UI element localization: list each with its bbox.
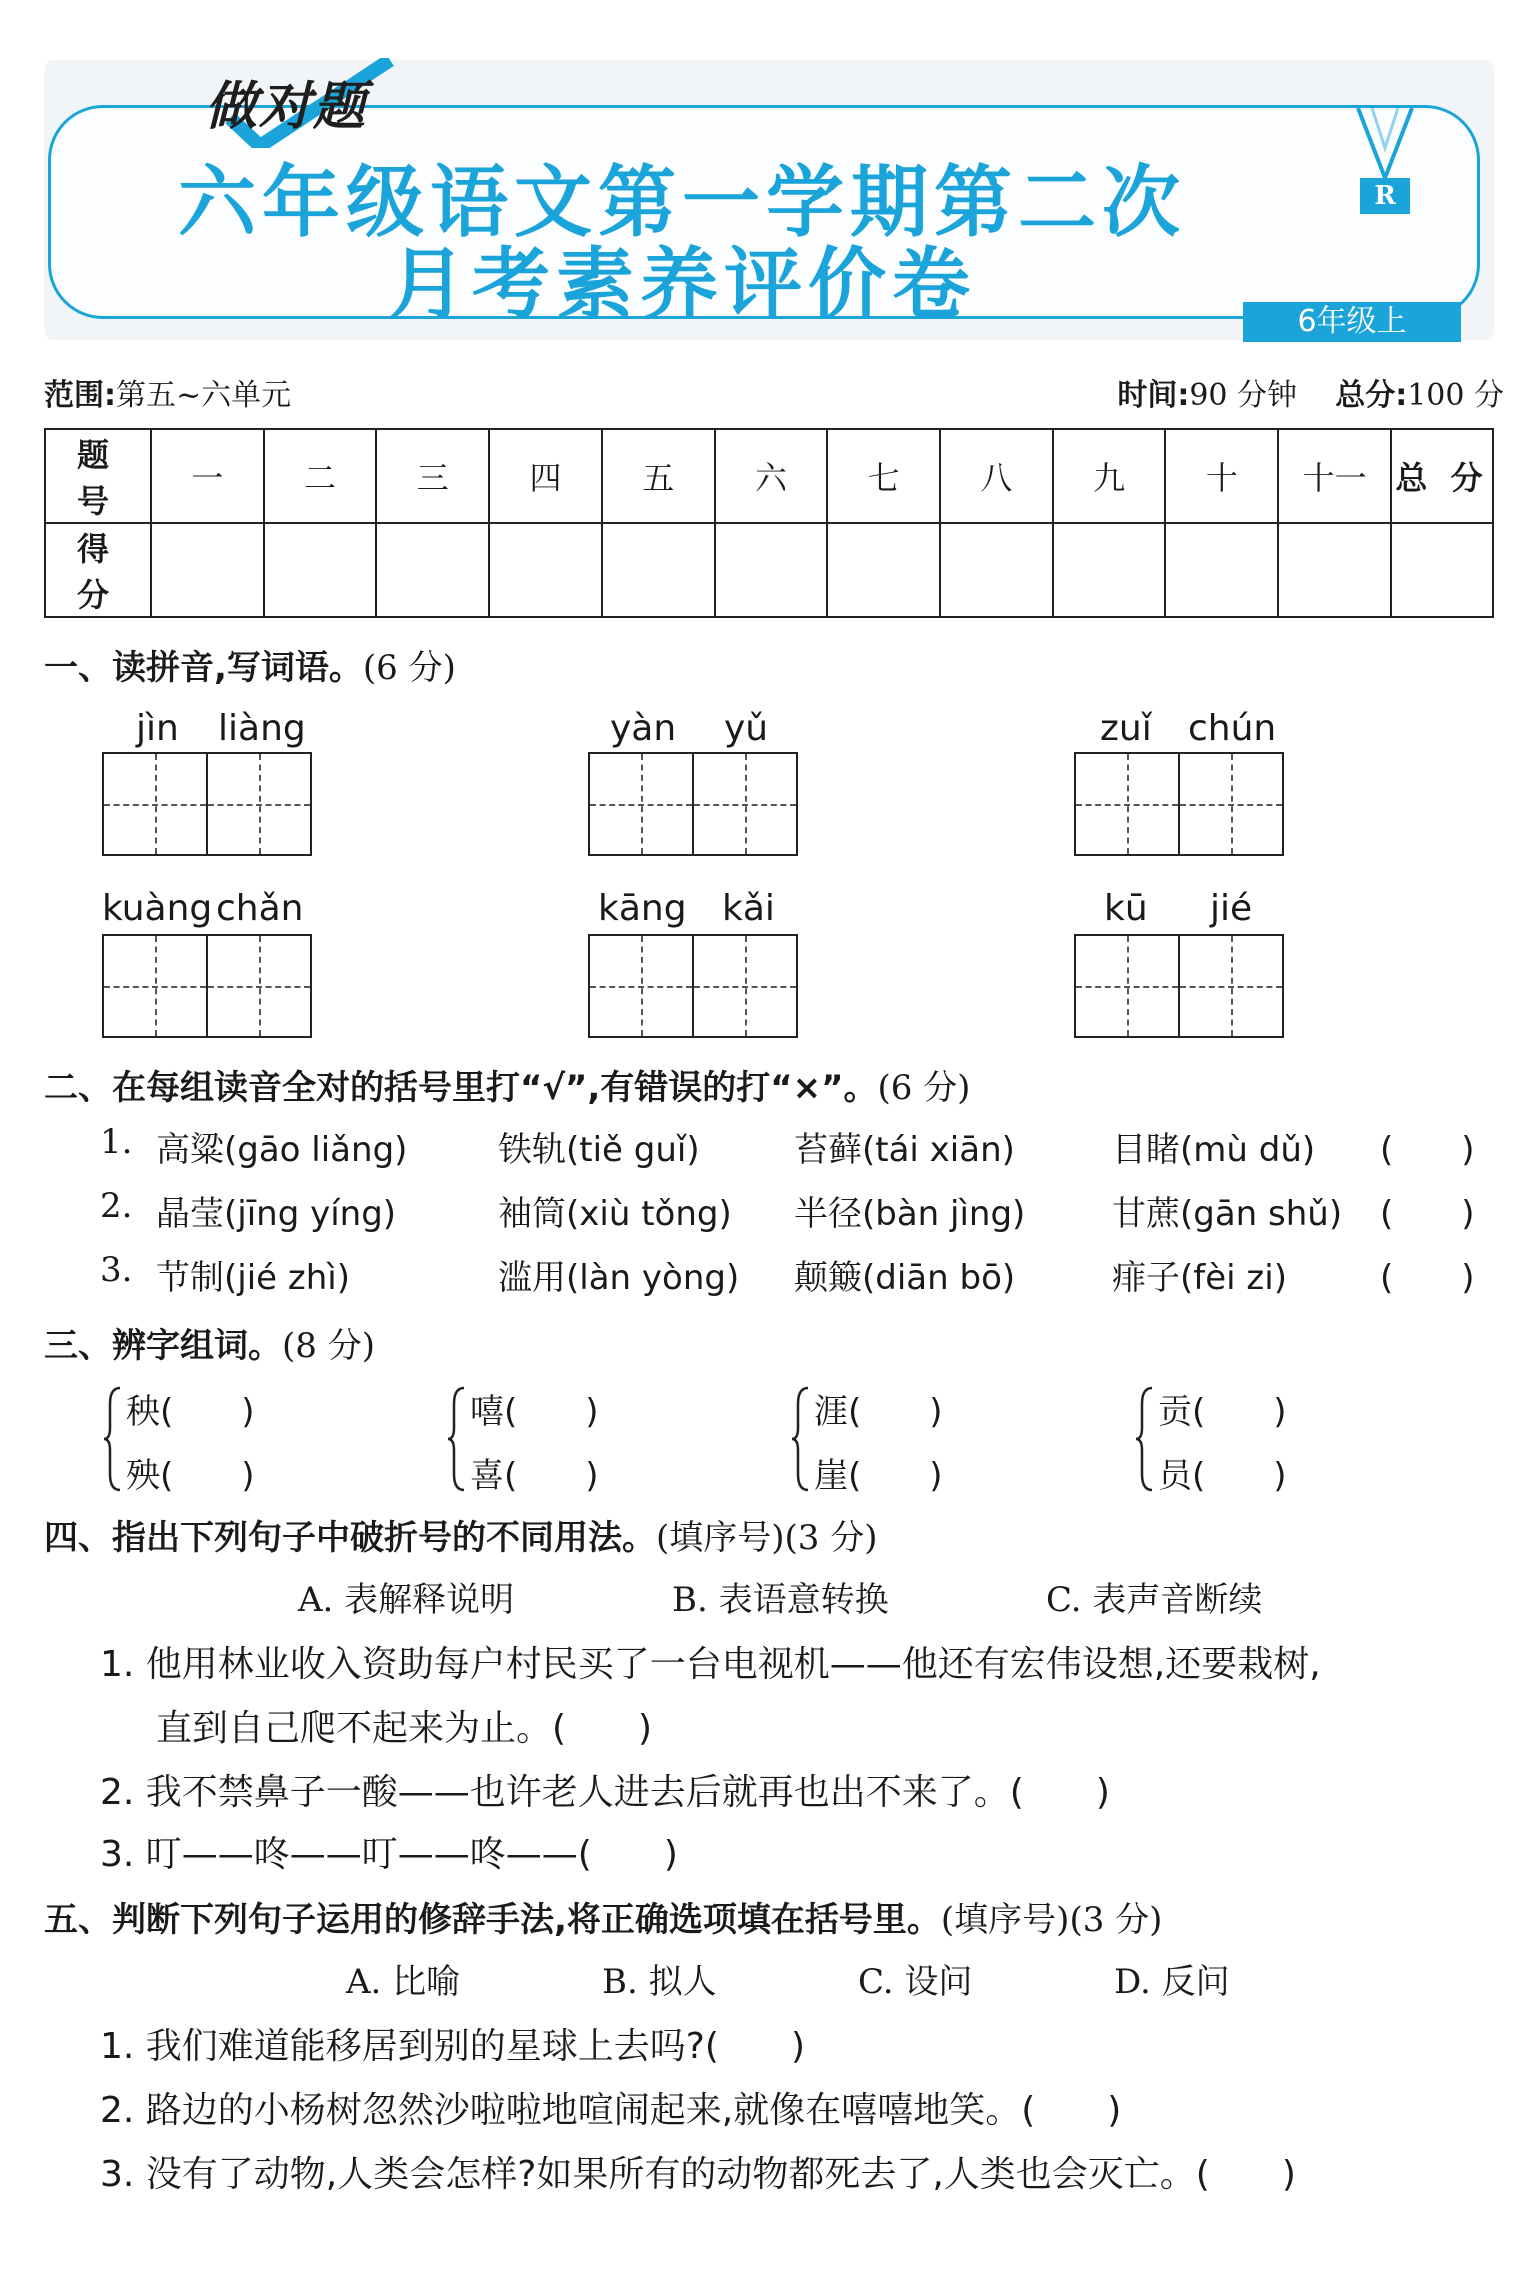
option-c: C. 表声音断续 <box>1046 1580 1263 1620</box>
word-pinyin: 高粱(gāo liǎng) <box>156 1130 408 1170</box>
question-4-1: 1. 他用林业收入资助每户村民买了一台电视机——他还有宏伟设想,还要栽树, <box>100 1644 1321 1685</box>
section-2-title <box>44 1060 970 1109</box>
option-d: D. 反问 <box>1114 1962 1230 2002</box>
option-a: A. 比喻 <box>346 1962 461 2002</box>
brace-icon <box>104 1384 124 1494</box>
title-line-1: 六年级语文第一学期第二次 <box>177 158 1186 248</box>
score-row1-head: 题 号 <box>45 429 151 523</box>
score-col-4: 四 <box>489 429 602 523</box>
char-group <box>792 1384 1092 1494</box>
word-pinyin: 节制(jié zhì) <box>156 1258 350 1298</box>
score-col-9: 九 <box>1053 429 1166 523</box>
score-cell[interactable] <box>376 523 489 617</box>
pinyin: jìn <box>136 708 179 749</box>
score-cell[interactable] <box>602 523 715 617</box>
section-1-points: (6 分) <box>362 648 456 688</box>
option-b: B. 表语意转换 <box>672 1580 889 1620</box>
option-a: A. 表解释说明 <box>298 1580 515 1620</box>
option-c: C. 设问 <box>858 1962 973 2002</box>
char-blank[interactable]: 嘻( ) <box>470 1392 599 1432</box>
score-col-total: 总 分 <box>1391 429 1493 523</box>
writing-grid[interactable] <box>102 752 312 856</box>
writing-grid[interactable] <box>102 934 312 1038</box>
brace-icon <box>448 1384 468 1494</box>
score-col-10: 十 <box>1165 429 1278 523</box>
score-col-8: 八 <box>940 429 1053 523</box>
brace-icon <box>1136 1384 1156 1494</box>
time-label: 时间: <box>1117 378 1190 413</box>
char-blank[interactable]: 喜( ) <box>470 1456 599 1496</box>
score-col-11: 十一 <box>1278 429 1391 523</box>
title-line-2: 月考素养评价卷 <box>387 240 976 330</box>
exam-range <box>44 370 291 414</box>
section-2-row <box>100 1122 1490 1170</box>
pinyin: jié <box>1210 888 1253 929</box>
section-5-title <box>44 1892 1162 1941</box>
section-2-row <box>100 1186 1490 1234</box>
range-value: 第五~六单元 <box>116 378 292 413</box>
word-pinyin: 甘蔗(gān shǔ) <box>1112 1194 1343 1234</box>
edition-badge: R <box>1360 178 1410 214</box>
score-cell[interactable] <box>1053 523 1166 617</box>
writing-grid[interactable] <box>1074 752 1284 856</box>
writing-grid[interactable] <box>1074 934 1284 1038</box>
score-cell-total[interactable] <box>1391 523 1493 617</box>
char-group <box>448 1384 748 1494</box>
pinyin: liàng <box>218 708 306 749</box>
pinyin: kuàng <box>102 888 213 929</box>
answer-paren[interactable]: ( ) <box>1380 1130 1475 1170</box>
section-4-points: (填序号)(3 分) <box>656 1518 878 1558</box>
item-number: 1. <box>100 1122 133 1162</box>
section-1-title <box>44 640 456 689</box>
score-table <box>44 428 1494 618</box>
question-5-2: 2. 路边的小杨树忽然沙啦啦地喧闹起来,就像在嘻嘻地笑。( ) <box>100 2090 1122 2131</box>
answer-paren[interactable]: ( ) <box>1380 1258 1475 1298</box>
item-number: 3. <box>100 1250 133 1290</box>
total-value: 100 分 <box>1407 378 1504 413</box>
section-5-heading: 五、判断下列句子运用的修辞手法,将正确选项填在括号里。 <box>44 1900 941 1940</box>
question-5-1: 1. 我们难道能移居到别的星球上去吗?( ) <box>100 2026 805 2067</box>
question-4-3: 3. 叮——咚——叮——咚——( ) <box>100 1834 678 1875</box>
score-cell[interactable] <box>715 523 828 617</box>
word-pinyin: 苔藓(tái xiān) <box>794 1130 1015 1170</box>
score-row2-head: 得 分 <box>45 523 151 617</box>
word-pinyin: 滥用(làn yòng) <box>498 1258 740 1298</box>
pinyin: kǎi <box>722 888 775 929</box>
pinyin: chǎn <box>216 888 304 929</box>
char-blank[interactable]: 崖( ) <box>814 1456 943 1496</box>
range-label: 范围: <box>44 378 116 413</box>
exam-time-total <box>1117 370 1504 414</box>
word-pinyin: 铁轨(tiě guǐ) <box>498 1130 700 1170</box>
option-b: B. 拟人 <box>602 1962 717 2002</box>
writing-grid[interactable] <box>588 934 798 1038</box>
pinyin: kāng <box>598 888 687 929</box>
word-pinyin: 目睹(mù dǔ) <box>1112 1130 1316 1170</box>
word-pinyin: 半径(bàn jìng) <box>794 1194 1026 1234</box>
score-col-2: 二 <box>264 429 377 523</box>
score-col-6: 六 <box>715 429 828 523</box>
char-blank[interactable]: 涯( ) <box>814 1392 943 1432</box>
score-col-7: 七 <box>827 429 940 523</box>
section-2-points: (6 分) <box>877 1068 971 1108</box>
section-1-heading: 一、读拼音,写词语。 <box>44 648 363 688</box>
writing-grid[interactable] <box>588 752 798 856</box>
pinyin: zuǐ <box>1100 708 1152 749</box>
item-number: 2. <box>100 1186 133 1226</box>
pinyin: chún <box>1188 708 1277 749</box>
char-group <box>104 1384 404 1494</box>
brand-logo: 做对题 <box>205 77 368 137</box>
score-col-1: 一 <box>151 429 264 523</box>
score-col-5: 五 <box>602 429 715 523</box>
pinyin: kū <box>1104 888 1148 929</box>
score-cell[interactable] <box>489 523 602 617</box>
word-pinyin: 袖筒(xiù tǒng) <box>498 1194 732 1234</box>
score-table-score-row <box>45 523 1493 617</box>
score-cell[interactable] <box>1165 523 1278 617</box>
score-cell[interactable] <box>264 523 377 617</box>
section-3-heading: 三、辨字组词。 <box>44 1326 282 1366</box>
char-blank[interactable]: 贡( ) <box>1158 1392 1287 1432</box>
time-value: 90 分钟 <box>1189 378 1298 413</box>
word-pinyin: 痱子(fèi zi) <box>1112 1258 1287 1298</box>
section-2-row <box>100 1250 1490 1298</box>
word-pinyin: 晶莹(jīng yíng) <box>156 1194 397 1234</box>
total-label: 总分: <box>1335 378 1408 413</box>
score-cell[interactable] <box>151 523 264 617</box>
question-5-3: 3. 没有了动物,人类会怎样?如果所有的动物都死去了,人类也会灭亡。( ) <box>100 2154 1296 2195</box>
score-col-3: 三 <box>376 429 489 523</box>
pinyin: yǔ <box>724 708 769 749</box>
grade-tag: 6年级上 <box>1243 302 1461 342</box>
score-cell[interactable] <box>827 523 940 617</box>
char-blank[interactable]: 员( ) <box>1158 1456 1287 1496</box>
char-blank[interactable]: 秧( ) <box>126 1392 255 1432</box>
section-3-title <box>44 1318 375 1367</box>
score-cell[interactable] <box>1278 523 1391 617</box>
section-2-heading: 二、在每组读音全对的括号里打“√”,有错误的打“×”。 <box>44 1068 878 1108</box>
question-4-2: 2. 我不禁鼻子一酸——也许老人进去后就再也出不来了。( ) <box>100 1772 1110 1813</box>
section-3-points: (8 分) <box>282 1326 375 1366</box>
pinyin: yàn <box>610 708 677 749</box>
char-group <box>1136 1384 1436 1494</box>
answer-paren[interactable]: ( ) <box>1380 1194 1475 1234</box>
char-blank[interactable]: 殃( ) <box>126 1456 255 1496</box>
word-pinyin: 颠簸(diān bō) <box>794 1258 1016 1298</box>
section-4-heading: 四、指出下列句子中破折号的不同用法。 <box>44 1518 656 1558</box>
section-5-points: (填序号)(3 分) <box>940 1900 1163 1940</box>
brace-icon <box>792 1384 812 1494</box>
score-table-header-row <box>45 429 1493 523</box>
question-4-1-cont: 直到自己爬不起来为止。( ) <box>156 1708 653 1749</box>
score-cell[interactable] <box>940 523 1053 617</box>
section-4-title <box>44 1510 878 1559</box>
